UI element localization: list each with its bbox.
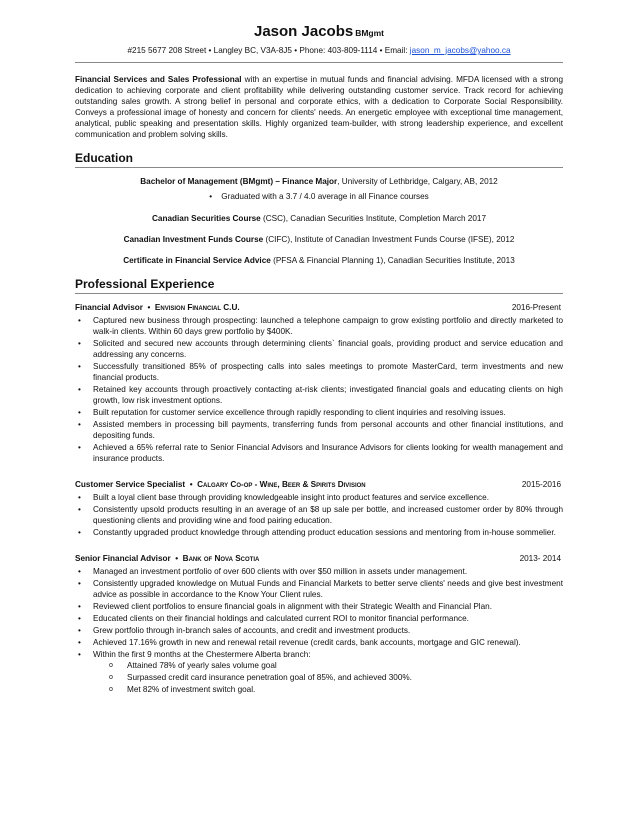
- list-item: • Retained key accounts through proactively contacting at-risk clients; investigated financial goals and educating clients on high growth, low risk investment options.: [75, 384, 563, 406]
- candidate-name: Jason Jacobs: [253, 23, 354, 40]
- list-item: • Managed an investment portfolio of over 600 clients with over $50 million in assets under management.: [75, 566, 563, 577]
- education-item: [75, 255, 563, 266]
- course-details: (CSC), Canadian Securities Institute, Completion March 2017: [260, 214, 486, 223]
- list-item: • Consistently upsold products resulting in an average of an $8 up sale per bottle, and increased customer order by 80% through questioning clients and providing wine and food pairing education.: [75, 504, 563, 526]
- degree-name: Bachelor of Management (BMgmt) – Finance Major: [140, 177, 338, 186]
- experience-heading: Professional Experience: [75, 277, 215, 291]
- job-header: [75, 553, 563, 564]
- contact-details: #215 5677 208 Street • Langley BC, V3A-8J5 • Phone: 403-809-1114 • Email:: [127, 46, 410, 55]
- job-title-line: Senior Financial Advisor • Bank of Nova Scotia: [75, 554, 260, 563]
- list-item: [75, 649, 563, 695]
- contact-line: [75, 45, 563, 56]
- job-header: [75, 479, 563, 490]
- list-item: • Achieved a 65% referral rate to Senior Financial Advisors and Insurance Advisors for clients looking for wealth management and insurance products.: [75, 442, 563, 464]
- course-name: Canadian Investment Funds Course: [123, 235, 264, 244]
- job-title-line: Customer Service Specialist • Calgary Co-op - Wine, Beer & Spirits Division: [75, 480, 366, 489]
- list-item: • Solicited and secured new accounts through determining clients` financial goals, providing product and service education and addressing any concerns.: [75, 338, 563, 360]
- course-details: (PFSA & Financial Planning 1), Canadian Securities Institute, 2013: [270, 256, 515, 265]
- summary-text: with an expertise in mutual funds and financial advising. MFDA licensed with a strong dedication to achieving corporate and client profitability while delivering outstanding customer service. Track record for achieving outstanding sales growth. A strong belief in personal and corporate ethics, with a dedication to Corporate Social Responsibility. Conveys a professional image of honesty and concern for clients' needs. An energetic employee with exceptional time management, analytical, public speaking and presentation skills. Highly organized team-builder, with strong leadership experience, and excellent communication and problem solving skills.: [75, 75, 563, 139]
- degree-details: , University of Lethbridge, Calgary, AB, 2012: [337, 177, 498, 186]
- job-title: Financial Advisor: [75, 303, 143, 312]
- education-item: [75, 176, 563, 187]
- email-link[interactable]: jason_m_jacobs@yahoo.ca: [409, 46, 511, 55]
- job-bullets: [75, 492, 563, 538]
- spacer: [75, 539, 563, 547]
- job-dates: 2015-2016: [521, 480, 561, 489]
- course-name: Certificate in Financial Service Advice: [123, 256, 271, 265]
- list-item: • Built a loyal client base through providing knowledgeable insight into product features and service excellence.: [75, 492, 563, 503]
- sub-list-item: o Attained 78% of yearly sales volume goal: [109, 660, 563, 671]
- employer: Calgary Co-op - Wine, Beer & Spirits Division: [197, 480, 366, 489]
- job-title-line: Financial Advisor • Envision Financial C.U.: [75, 303, 240, 312]
- profile-summary: [75, 74, 563, 140]
- education-heading: Education: [75, 151, 134, 165]
- list-item: • Achieved 17.16% growth in new and renewal retail revenue (credit cards, bank accounts, mortgage and GIC renewal).: [75, 637, 563, 648]
- course-details: (CIFC), Institute of Canadian Investment Funds Course (IFSE), 2012: [263, 235, 515, 244]
- header-divider: [75, 62, 563, 63]
- education-item: [75, 234, 563, 245]
- bullet-icon: •: [209, 192, 213, 201]
- summary-lead: Financial Services and Sales Professional: [75, 75, 242, 84]
- course-name: Canadian Securities Course: [151, 214, 261, 223]
- list-item: • Educated clients on their financial holdings and calculated current ROI to monitor financial performance.: [75, 613, 563, 624]
- list-item: • Constantly upgraded product knowledge through attending product education sessions and mentoring from in-house sommelier.: [75, 527, 563, 538]
- list-item: • Successfully transitioned 85% of prospecting calls into sales meetings to promote MasterCard, term investments and new financial products.: [75, 361, 563, 383]
- degree-note-text: Graduated with a 3.7 / 4.0 average in all Finance courses: [221, 192, 429, 201]
- credential: BMgmt: [355, 28, 385, 38]
- sub-list-item: o Surpassed credit card insurance penetration goal of 85%, and achieved 300%.: [109, 672, 563, 683]
- sub-bullets: [93, 660, 563, 695]
- employer: Bank of Nova Scotia: [182, 554, 260, 563]
- education-item: [75, 213, 563, 224]
- spacer: [75, 465, 563, 473]
- experience-divider: [75, 293, 563, 294]
- list-item: • Consistently upgraded knowledge on Mutual Funds and Financial Markets to better serve clients' needs and give best investment advice as possible in accordance to the Know Your Client rules.: [75, 578, 563, 600]
- list-item: • Captured new business through prospecting: launched a telephone campaign to grow existing portfolio and directly marketed to walk-in clients. Within 60 days grew portfolio by $400K.: [75, 315, 563, 337]
- name-header: [75, 23, 563, 40]
- job-bullets: [75, 566, 563, 695]
- job-dates: 2016-Present: [511, 303, 561, 312]
- list-item: • Reviewed client portfolios to ensure financial goals in alignment with their Strategic Wealth and Financial Plan.: [75, 601, 563, 612]
- list-item-text: Within the first 9 months at the Chestermere Alberta branch:: [93, 650, 311, 659]
- job-bullets: [75, 315, 563, 464]
- job-title: Senior Financial Advisor: [75, 554, 171, 563]
- job-header: [75, 302, 563, 313]
- list-item: • Assisted members in processing bill payments, transferring funds from personal accounts and other financial institutions, and depositing funds.: [75, 419, 563, 441]
- degree-note: [75, 191, 563, 202]
- job-title: Customer Service Specialist: [75, 480, 186, 489]
- education-divider: [75, 167, 563, 168]
- list-item: • Grew portfolio through in-branch sales of accounts, and credit and investment products.: [75, 625, 563, 636]
- employer: Envision Financial C.U.: [154, 303, 240, 312]
- job-dates: 2013- 2014: [519, 554, 561, 563]
- list-item: • Built reputation for customer service excellence through rapidly responding to client inquiries and resolving issues.: [75, 407, 563, 418]
- sub-list-item: o Met 82% of investment switch goal.: [109, 684, 563, 695]
